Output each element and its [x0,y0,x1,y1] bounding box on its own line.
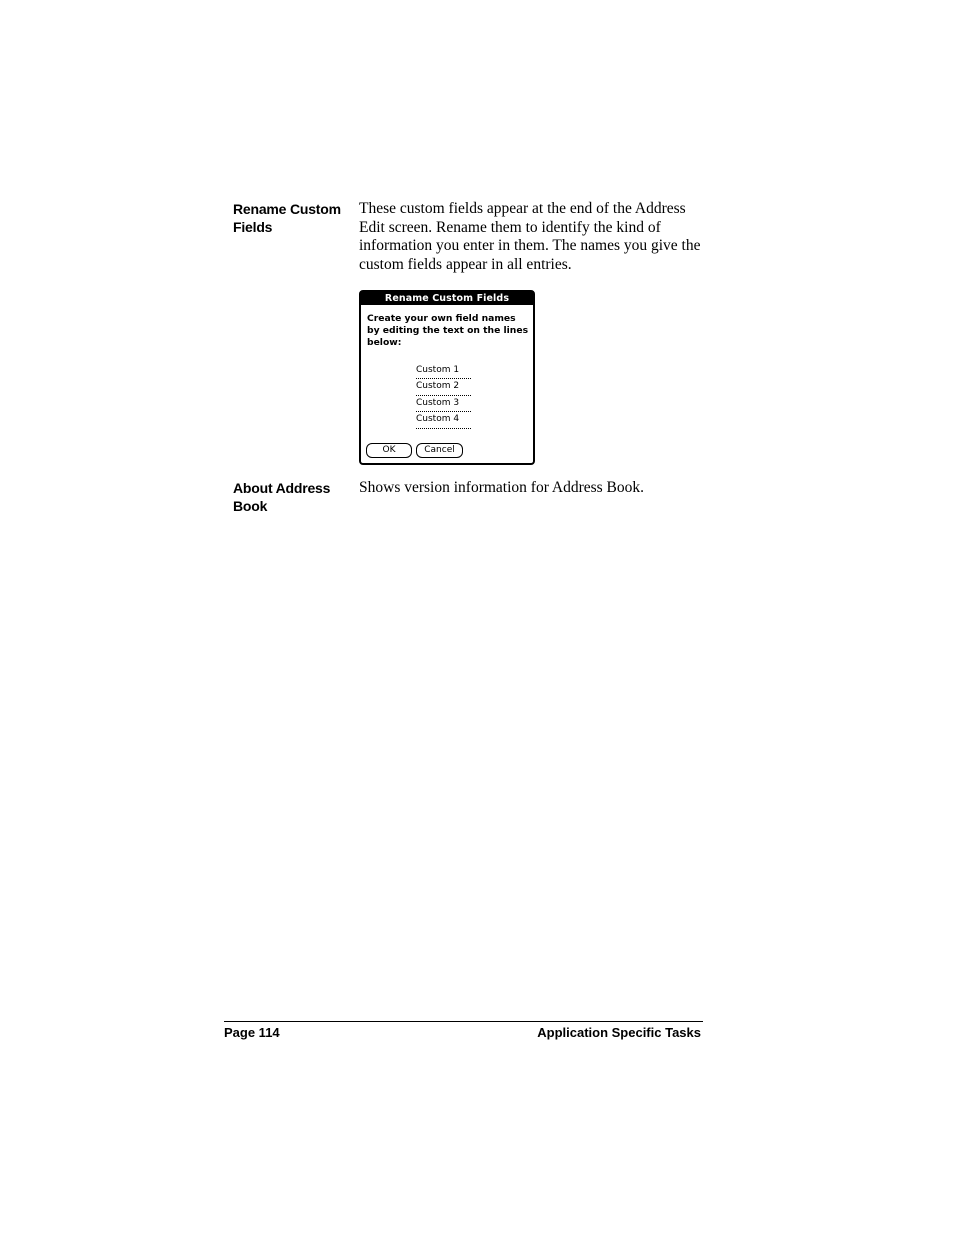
ok-button[interactable]: OK [366,443,412,458]
custom-field-1[interactable]: Custom 1 [416,363,471,379]
section-term-rename-custom-fields: Rename Custom Fields [233,201,341,235]
section-term-about-address-book: About Address Book [233,480,331,514]
custom-field-4[interactable]: Custom 4 [416,412,471,428]
page-number: Page 114 [224,1025,280,1040]
section-description-about-address-book: Shows version information for Address Book. [359,479,645,496]
cancel-button[interactable]: Cancel [416,443,463,458]
custom-field-3[interactable]: Custom 3 [416,396,471,412]
section-description-rename-custom-fields: These custom fields appear at the end of the Address Edit screen. Rename them to identify the kind of information you enter in them. The names you give the custom fields appear in all entries. [359,200,701,274]
custom-field-list [416,363,476,429]
rename-custom-fields-dialog [359,290,535,465]
dialog-message: Create your own field names by editing the text on the lines below: [367,313,529,348]
footer-divider [224,1021,703,1022]
custom-field-2[interactable]: Custom 2 [416,379,471,395]
dialog-title: Rename Custom Fields [361,292,533,305]
chapter-title: Application Specific Tasks [537,1025,701,1040]
